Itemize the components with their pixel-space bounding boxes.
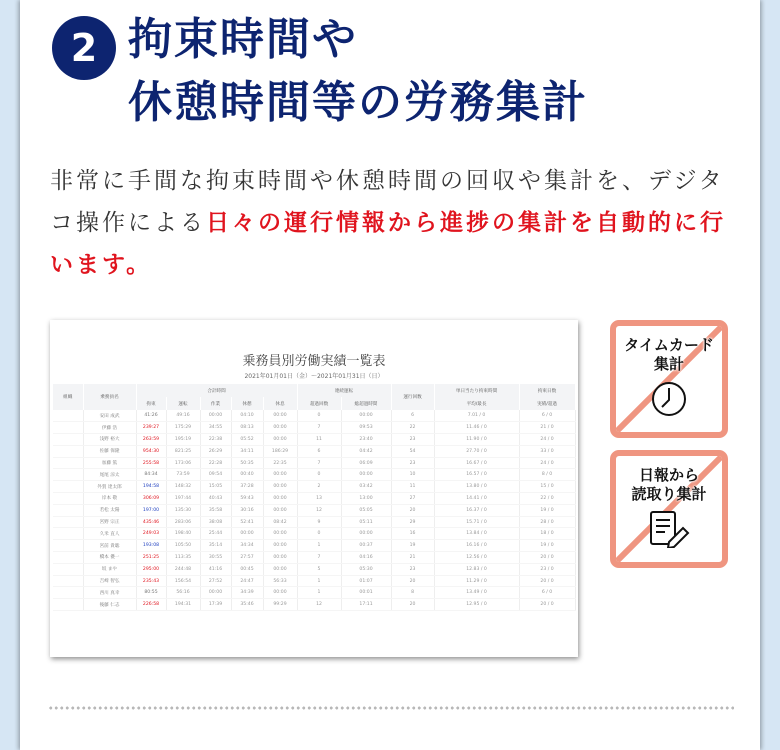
col-group-daily: 単日当たり拘束時間 — [434, 384, 519, 397]
table-cell: 若松 太陽 — [83, 504, 136, 516]
table-cell: 22:35 — [263, 457, 297, 469]
table-row[interactable] — [53, 410, 575, 422]
report-period: 2021年01月01日（金）～2021年01月31日（日） — [244, 373, 384, 380]
table-cell: 12 — [297, 504, 341, 516]
table-cell: 岸本 敬 — [83, 493, 136, 505]
table-cell: 22:38 — [200, 434, 231, 446]
table-cell: 251:25 — [136, 552, 166, 564]
table-cell: 16.16 / 0 — [434, 540, 519, 552]
table-cell: 255:58 — [136, 457, 166, 469]
table-cell: 05:52 — [231, 434, 263, 446]
table-cell: 15.71 / 0 — [434, 516, 519, 528]
table-cell: 24 / 0 — [519, 434, 575, 446]
table-cell: 00:00 — [200, 587, 231, 599]
table-cell: 20 / 0 — [519, 575, 575, 587]
table-cell — [53, 552, 83, 564]
table-cell: 173:06 — [166, 457, 200, 469]
table-cell: 197:44 — [166, 493, 200, 505]
table-cell: 17:39 — [200, 599, 231, 611]
table-cell: 00:00 — [263, 434, 297, 446]
table-cell — [53, 528, 83, 540]
table-row[interactable] — [53, 528, 575, 540]
table-cell: 10 — [391, 469, 434, 481]
table-cell: 34:34 — [231, 540, 263, 552]
table-cell: 橋本 優一 — [83, 552, 136, 564]
table-cell — [53, 563, 83, 575]
table-cell: 49:16 — [166, 410, 200, 422]
table-cell: 2 — [297, 481, 341, 493]
table-cell: 15:05 — [200, 481, 231, 493]
badge-line2: 集計 — [653, 355, 684, 373]
table-cell: 0 — [297, 469, 341, 481]
table-cell: 00:00 — [263, 481, 297, 493]
table-cell: 1 — [297, 587, 341, 599]
col-group-days: 拘束日数 — [519, 384, 575, 397]
table-cell: 52:41 — [231, 516, 263, 528]
table-cell: 16.37 / 0 — [434, 504, 519, 516]
table-cell: 22 / 0 — [519, 493, 575, 505]
table-cell: 11.46 / 0 — [434, 422, 519, 434]
table-cell: 09:54 — [200, 469, 231, 481]
table-cell: 00:01 — [341, 587, 391, 599]
table-cell: 37:28 — [231, 481, 263, 493]
badge-line2: 読取り集計 — [631, 485, 707, 503]
table-cell: 19 — [391, 540, 434, 552]
table-row[interactable] — [53, 481, 575, 493]
table-cell: 18 / 0 — [519, 528, 575, 540]
table-cell — [53, 422, 83, 434]
clock-icon — [650, 380, 688, 418]
table-cell: 11.90 / 0 — [434, 434, 519, 446]
document-pen-icon — [645, 510, 693, 548]
table-cell: 195:19 — [166, 434, 200, 446]
table-cell: 34:11 — [231, 445, 263, 457]
table-row[interactable] — [53, 587, 575, 599]
table-cell: 35:14 — [200, 540, 231, 552]
table-cell: 29 — [391, 516, 434, 528]
table-cell: 24:47 — [231, 575, 263, 587]
table-cell: 194:58 — [136, 481, 166, 493]
table-cell: 13:00 — [341, 493, 391, 505]
description — [50, 160, 740, 286]
table-cell: 08:13 — [231, 422, 263, 434]
table-cell: 16 — [391, 528, 434, 540]
table-cell: 後藤 仁志 — [83, 599, 136, 611]
table-cell: 40:43 — [200, 493, 231, 505]
table-row[interactable] — [53, 516, 575, 528]
table-cell: 吉崎 智弘 — [83, 575, 136, 587]
table-cell — [53, 481, 83, 493]
table-cell: 14.41 / 0 — [434, 493, 519, 505]
step-number-badge: 2 — [52, 16, 116, 80]
table-cell: 06:09 — [341, 457, 391, 469]
title-line-1: 拘束時間や — [128, 14, 358, 65]
table-row[interactable] — [53, 434, 575, 446]
table-cell: 13.49 / 0 — [434, 587, 519, 599]
report-title: 乗務員別労働実績一覧表 — [242, 354, 386, 369]
table-cell: 33 / 0 — [519, 445, 575, 457]
table-row[interactable] — [53, 504, 575, 516]
table-cell: 193:08 — [136, 540, 166, 552]
table-cell — [53, 516, 83, 528]
table-cell: 19 / 0 — [519, 504, 575, 516]
table-cell: 00:00 — [200, 410, 231, 422]
table-cell: 西川 真幸 — [83, 587, 136, 599]
table-cell: 194:31 — [166, 599, 200, 611]
table-cell: 伊藤 浩 — [83, 422, 136, 434]
table-cell: 38:08 — [200, 516, 231, 528]
table-cell: 00:00 — [263, 540, 297, 552]
table-cell: 宮野 宗正 — [83, 516, 136, 528]
table-cell: 04:10 — [231, 410, 263, 422]
table-cell: 105:50 — [166, 540, 200, 552]
table-cell: 235:43 — [136, 575, 166, 587]
table-cell: 11 — [391, 481, 434, 493]
table-cell: 27:57 — [231, 552, 263, 564]
table-cell: 宮前 貴聡 — [83, 540, 136, 552]
table-cell — [53, 410, 83, 422]
table-cell: 00:40 — [231, 469, 263, 481]
table-cell: 249:03 — [136, 528, 166, 540]
table-cell: 435:46 — [136, 516, 166, 528]
badge-line1: タイムカード — [624, 336, 714, 354]
sub-header: 作業 — [200, 397, 231, 410]
table-cell: 加藤 篤 — [83, 457, 136, 469]
table-cell: 24 / 0 — [519, 457, 575, 469]
table-row[interactable] — [53, 552, 575, 564]
table-cell — [53, 445, 83, 457]
table-cell: 23 — [391, 434, 434, 446]
table-cell: 坂 まや — [83, 563, 136, 575]
table-cell: 7 — [297, 422, 341, 434]
table-cell: 00:00 — [263, 528, 297, 540]
table-cell — [53, 434, 83, 446]
table-cell: 28 / 0 — [519, 516, 575, 528]
table-cell: 6 — [297, 445, 341, 457]
report-table — [53, 384, 576, 611]
table-cell: 54 — [391, 445, 434, 457]
table-cell: 186:29 — [263, 445, 297, 457]
table-cell: 244:48 — [166, 563, 200, 575]
table-cell: 17:11 — [341, 599, 391, 611]
table-cell: 41:16 — [200, 563, 231, 575]
table-cell — [53, 493, 83, 505]
table-cell: 19 / 0 — [519, 540, 575, 552]
table-cell: 11.29 / 0 — [434, 575, 519, 587]
table-cell: 00:00 — [263, 587, 297, 599]
table-cell: 16.57 / 0 — [434, 469, 519, 481]
table-cell: 26:29 — [200, 445, 231, 457]
table-cell: 01:07 — [341, 575, 391, 587]
table-cell: 226:58 — [136, 599, 166, 611]
sub-header: 拘束 — [136, 397, 166, 410]
table-cell: 9 — [297, 516, 341, 528]
table-cell: 27.70 / 0 — [434, 445, 519, 457]
table-cell: 23 — [391, 457, 434, 469]
table-cell: 5 — [297, 563, 341, 575]
table-cell: 20 — [391, 575, 434, 587]
table-cell: 0 — [297, 410, 341, 422]
table-cell: 00:00 — [341, 410, 391, 422]
table-cell: 00:00 — [263, 493, 297, 505]
table-cell: 27:52 — [200, 575, 231, 587]
table-cell: 04:42 — [341, 445, 391, 457]
table-cell: 35:58 — [200, 504, 231, 516]
sub-header: 実績/超過 — [519, 397, 575, 410]
badge-daily-report — [610, 450, 728, 568]
table-cell: 135:30 — [166, 504, 200, 516]
section-title — [128, 8, 588, 134]
table-cell: 7 — [297, 457, 341, 469]
table-cell — [53, 599, 83, 611]
table-cell: 34:39 — [231, 587, 263, 599]
table-cell: 12 — [297, 599, 341, 611]
description-highlight: 日々の運行情報から進捗の集計を自動的に行います。 — [50, 210, 726, 278]
table-cell: 尾尾 涼太 — [83, 469, 136, 481]
dotted-divider — [48, 706, 734, 710]
table-cell: 954:30 — [136, 445, 166, 457]
table-cell: 23:40 — [341, 434, 391, 446]
table-cell: 175:29 — [166, 422, 200, 434]
table-cell: 23 / 0 — [519, 563, 575, 575]
col-org: 組織 — [53, 384, 83, 410]
sub-header: 平均/最長 — [434, 397, 519, 410]
table-cell: 56:16 — [166, 587, 200, 599]
table-cell: 21 — [391, 552, 434, 564]
table-row[interactable] — [53, 422, 575, 434]
table-cell: 浅野 裕大 — [83, 434, 136, 446]
table-cell: 久米 直人 — [83, 528, 136, 540]
col-name: 乗務員名 — [83, 384, 136, 410]
table-cell: 20 / 0 — [519, 552, 575, 564]
table-cell: 00:45 — [231, 563, 263, 575]
sub-header: 休憩 — [231, 397, 263, 410]
table-cell — [53, 587, 83, 599]
sub-header: 休息 — [263, 397, 297, 410]
table-cell: 11 — [297, 434, 341, 446]
table-cell: 佐藤 保隆 — [83, 445, 136, 457]
table-cell: 22 — [391, 422, 434, 434]
sub-header: 運転 — [166, 397, 200, 410]
table-cell: 20 — [391, 504, 434, 516]
table-cell: 239:27 — [136, 422, 166, 434]
table-cell: 306:09 — [136, 493, 166, 505]
table-cell: 00:00 — [263, 469, 297, 481]
table-cell: 00:00 — [263, 422, 297, 434]
table-cell: 7.01 / 0 — [434, 410, 519, 422]
table-cell: 156:54 — [166, 575, 200, 587]
table-cell: 1 — [297, 540, 341, 552]
table-cell: 00:00 — [231, 528, 263, 540]
table-cell: 30:16 — [231, 504, 263, 516]
table-cell — [53, 540, 83, 552]
table-cell: 13 — [297, 493, 341, 505]
table-cell: 25:44 — [200, 528, 231, 540]
table-cell: 00:00 — [263, 563, 297, 575]
table-cell: 8 / 0 — [519, 469, 575, 481]
table-cell: 84:34 — [136, 469, 166, 481]
table-cell: 23 — [391, 563, 434, 575]
table-cell: 00:00 — [263, 504, 297, 516]
table-cell: 00:37 — [341, 540, 391, 552]
table-cell: 34:55 — [200, 422, 231, 434]
table-cell: 30:55 — [200, 552, 231, 564]
description-text: 非常に手間な拘束時間や休憩時間の回収や集計を、デジタコ操作による — [50, 168, 725, 236]
table-cell: 59:43 — [231, 493, 263, 505]
table-cell — [53, 469, 83, 481]
table-cell: 12.95 / 0 — [434, 599, 519, 611]
table-cell: 20 / 0 — [519, 599, 575, 611]
table-cell: 41:26 — [136, 410, 166, 422]
table-cell: 00:00 — [341, 469, 391, 481]
table-row[interactable] — [53, 599, 575, 611]
table-cell: 6 — [391, 410, 434, 422]
table-cell — [53, 504, 83, 516]
sub-header: 総超過時間 — [341, 397, 391, 410]
table-cell: 05:05 — [341, 504, 391, 516]
table-cell: 263:59 — [136, 434, 166, 446]
table-cell: 295:00 — [136, 563, 166, 575]
table-cell: 6 / 0 — [519, 587, 575, 599]
table-cell: 80:55 — [136, 587, 166, 599]
table-cell: 1 — [297, 575, 341, 587]
table-cell: 16.67 / 0 — [434, 457, 519, 469]
sub-header: 超過回数 — [297, 397, 341, 410]
table-cell: 7 — [297, 552, 341, 564]
table-cell: 35:46 — [231, 599, 263, 611]
table-cell: 50:35 — [231, 457, 263, 469]
table-cell: 05:30 — [341, 563, 391, 575]
table-cell — [53, 575, 83, 587]
col-group-total: 合計時間 — [136, 384, 297, 397]
table-cell: 6 / 0 — [519, 410, 575, 422]
table-cell: 05:11 — [341, 516, 391, 528]
table-cell: 56:33 — [263, 575, 297, 587]
report-screenshot — [50, 320, 578, 657]
table-cell: 99:29 — [263, 599, 297, 611]
table-cell: 148:32 — [166, 481, 200, 493]
table-cell — [53, 457, 83, 469]
table-cell: 8 — [391, 587, 434, 599]
table-row[interactable] — [53, 493, 575, 505]
table-cell: 09:53 — [341, 422, 391, 434]
table-cell: 20 — [391, 599, 434, 611]
table-cell: 00:00 — [341, 528, 391, 540]
table-row[interactable] — [53, 457, 575, 469]
table-row[interactable] — [53, 575, 575, 587]
table-cell: 22:28 — [200, 457, 231, 469]
table-cell: 13.84 / 0 — [434, 528, 519, 540]
table-cell: 08:42 — [263, 516, 297, 528]
table-cell: 安田 成武 — [83, 410, 136, 422]
table-row[interactable] — [53, 540, 575, 552]
table-cell: 821:25 — [166, 445, 200, 457]
table-cell: 12.56 / 0 — [434, 552, 519, 564]
table-cell: 外賀 達太郎 — [83, 481, 136, 493]
table-cell: 73:59 — [166, 469, 200, 481]
col-group-continuous: 連続運転 — [297, 384, 391, 397]
col-trips: 運行回数 — [391, 384, 434, 410]
table-cell: 21 / 0 — [519, 422, 575, 434]
table-cell: 00:00 — [263, 552, 297, 564]
table-cell: 12.83 / 0 — [434, 563, 519, 575]
table-cell: 27 — [391, 493, 434, 505]
table-cell: 04:16 — [341, 552, 391, 564]
title-line-2: 休憩時間等の労務集計 — [128, 77, 588, 128]
table-cell: 15 / 0 — [519, 481, 575, 493]
badge-line1: 日報から — [638, 466, 699, 484]
table-cell: 197:00 — [136, 504, 166, 516]
table-cell: 03:42 — [341, 481, 391, 493]
table-cell: 198:40 — [166, 528, 200, 540]
table-cell: 00:00 — [263, 410, 297, 422]
table-cell: 13.80 / 0 — [434, 481, 519, 493]
table-row[interactable] — [53, 563, 575, 575]
badge-timecard — [610, 320, 728, 438]
table-row[interactable] — [53, 445, 575, 457]
table-cell: 113:35 — [166, 552, 200, 564]
table-cell: 283:06 — [166, 516, 200, 528]
table-cell: 0 — [297, 528, 341, 540]
table-row[interactable] — [53, 469, 575, 481]
